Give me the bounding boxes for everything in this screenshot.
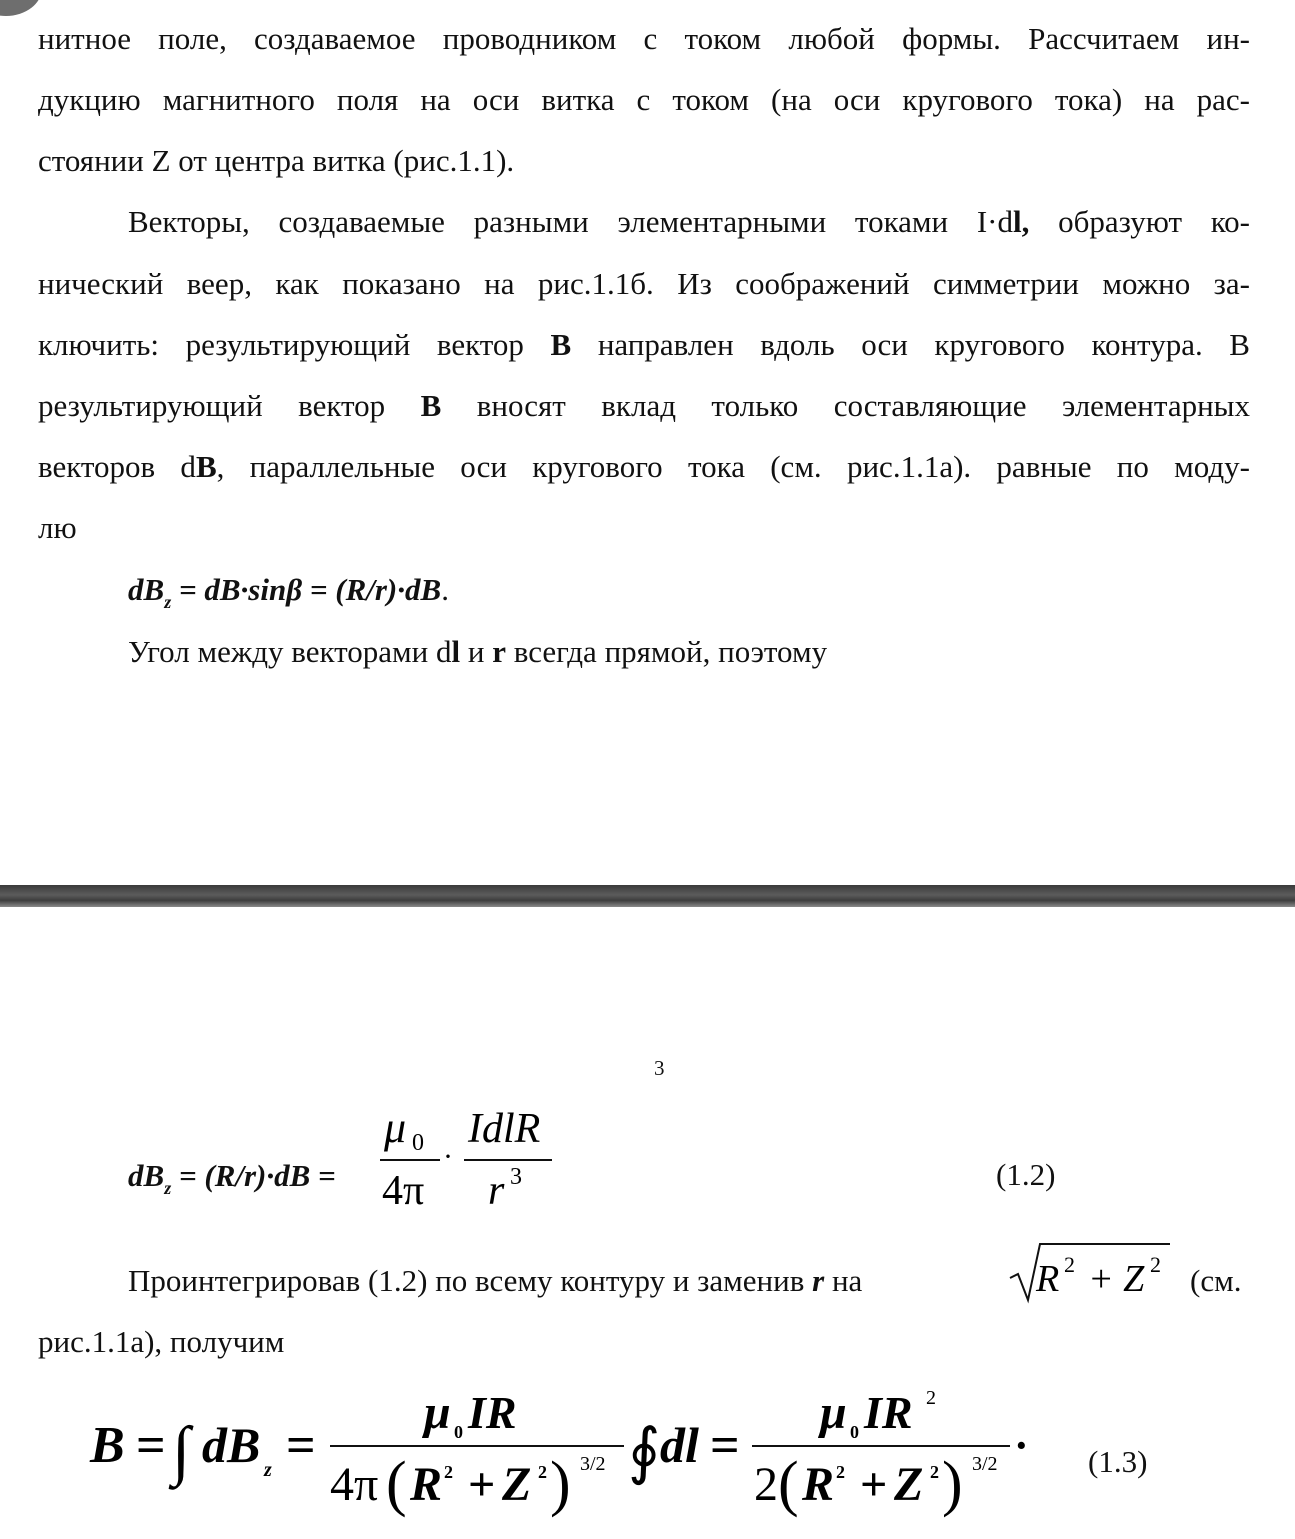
paren-close: ) [550, 1450, 571, 1518]
equation-3 [80, 1376, 1060, 1526]
end-dot: · [1014, 1421, 1029, 1470]
denominator-term: Z [894, 1458, 924, 1511]
subscript: z [264, 1459, 272, 1481]
integral-sign: ∫ [172, 1414, 191, 1487]
paren-close: ) [942, 1450, 963, 1518]
page-number: 3 [654, 1056, 665, 1080]
text-line: Угол между векторами dl и r всегда прямой, поэтому [128, 634, 828, 669]
plus-sign: + [468, 1458, 496, 1511]
paren-open: ( [386, 1450, 407, 1518]
sqrt-expression [1006, 1236, 1176, 1304]
equation-number: (1.3) [1088, 1444, 1148, 1479]
equation-3-lhs [89, 1414, 316, 1490]
text-line: стоянии Z от центра витка (рис.1.1). [38, 143, 515, 178]
eq-symbol: = [286, 1417, 316, 1474]
eq-symbol: = [710, 1417, 740, 1474]
fraction-1 [330, 1386, 624, 1518]
text-line: ключить: результирующий вектор B направлен вдоль оси кругового контура. В [38, 327, 1250, 362]
mu-subscript: 0 [850, 1422, 859, 1442]
sqrt-term: R [1036, 1258, 1060, 1300]
text-line: Векторы, создаваемые разными элементарными токами I·dl, образуют ко- [128, 204, 1250, 239]
text-line: Проинтегрировав (1.2) по всему контуру и заменив r на [128, 1263, 863, 1298]
sqrt-term: + Z [1088, 1258, 1145, 1300]
equation-number: (1.2) [996, 1157, 1056, 1192]
mu-symbol: μ [424, 1386, 451, 1439]
plus-sign: + [860, 1458, 888, 1511]
denominator: 4π [330, 1458, 379, 1511]
exponent: 2 [538, 1462, 547, 1482]
text-line: рис.1.1а), получим [38, 1324, 285, 1359]
mu-subscript: 0 [412, 1130, 424, 1156]
text-line: (см. [1190, 1263, 1242, 1298]
fraction-2 [752, 1386, 1029, 1518]
exponent: 2 [1150, 1252, 1161, 1277]
contour-integral-sign: ∮ [628, 1418, 661, 1486]
exponent: 2 [1064, 1252, 1075, 1277]
denominator-term: R [410, 1458, 443, 1511]
text-line: нический веер, как показано на рис.1.1б. Из соображений симметрии можно за- [38, 266, 1250, 301]
text-line: дукцию магнитного поля на оси витка с током (на оси кругового тока) на рас- [38, 82, 1250, 117]
mu-symbol: μ [820, 1386, 847, 1439]
denominator-term: R [802, 1458, 835, 1511]
equation-1: $dB_z = dB\cdot\sin\beta = (R/r)\cdot dB$. [128, 572, 449, 612]
exponent: 3/2 [580, 1453, 606, 1475]
numerator: IR [864, 1387, 913, 1438]
exponent: 2 [444, 1462, 453, 1482]
numerator: IR [468, 1387, 517, 1438]
equation-2-fractions [370, 1098, 570, 1218]
multiply-dot: · [443, 1140, 453, 1173]
eq-symbol: dl [660, 1417, 699, 1473]
contour-integral [628, 1417, 740, 1486]
text-line: нитное поле, создаваемое проводником с током любой формы. Рассчитаем ин- [38, 21, 1250, 56]
page-divider [0, 885, 1295, 907]
exponent: 3 [510, 1164, 522, 1190]
paren-open: ( [778, 1450, 799, 1518]
denominator-term: Z [502, 1458, 532, 1511]
fraction-numerator: IdlR [468, 1106, 541, 1152]
text-line: векторов dB, параллельные оси кругового тока (см. рис.1.1а). равные по моду- [38, 449, 1250, 484]
text-line: результирующий вектор B вносят вклад только составляющие элементарных [38, 388, 1250, 423]
exponent: 2 [930, 1462, 939, 1482]
eq-symbol: = [136, 1417, 166, 1474]
eq-symbol: B [90, 1417, 125, 1474]
exponent: 3/2 [972, 1453, 998, 1475]
mu-symbol: μ [384, 1103, 407, 1152]
text-line: лю [38, 510, 77, 545]
exponent: 2 [926, 1387, 936, 1409]
eq-symbol: dB [202, 1417, 261, 1473]
exponent: 2 [836, 1462, 845, 1482]
fraction-denominator: 4π [382, 1168, 425, 1214]
fraction-denominator: r [488, 1168, 505, 1214]
equation-2-lhs: $dB_z = (R/r)\cdot dB$ = [128, 1158, 336, 1198]
mu-subscript: 0 [454, 1422, 463, 1442]
denominator: 2 [754, 1458, 778, 1511]
